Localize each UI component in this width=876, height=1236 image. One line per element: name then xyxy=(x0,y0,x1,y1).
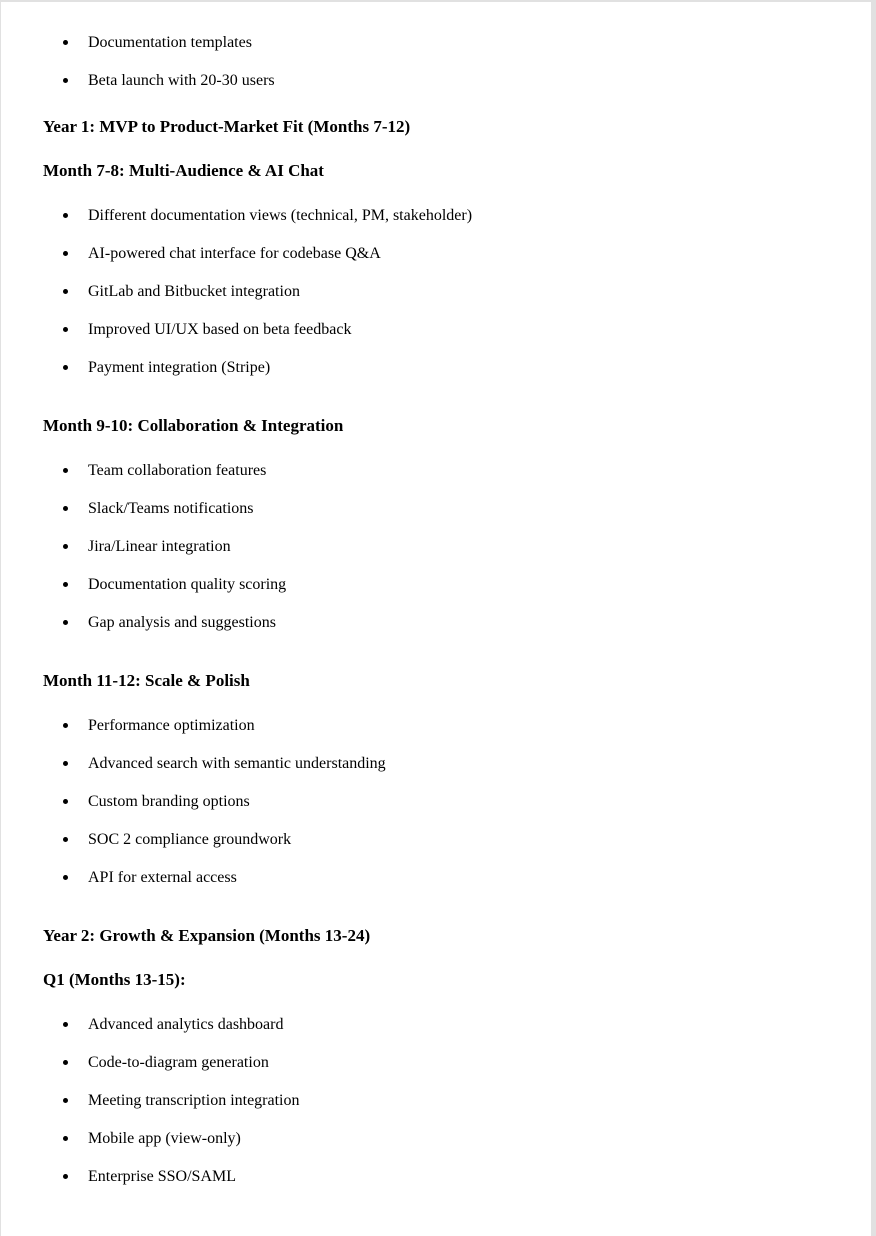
section-heading: Month 7-8: Multi-Audience & AI Chat xyxy=(43,161,324,180)
bullet-icon xyxy=(63,213,68,218)
list-item xyxy=(1,207,871,225)
list-item-text: GitLab and Bitbucket integration xyxy=(88,283,300,300)
section-heading: Q1 (Months 13-15): xyxy=(43,970,186,989)
list-item xyxy=(1,869,871,887)
list-item xyxy=(1,34,871,52)
list-item-text: Jira/Linear integration xyxy=(88,538,231,555)
bullet-icon xyxy=(63,289,68,294)
list-item-text: Beta launch with 20-30 users xyxy=(88,72,275,89)
list-item xyxy=(1,717,871,735)
bullet-icon xyxy=(63,837,68,842)
section-heading: Year 2: Growth & Expansion (Months 13-24) xyxy=(43,926,371,945)
bullet-icon xyxy=(63,875,68,880)
list-item-text: Documentation quality scoring xyxy=(88,576,287,593)
list-item-text: Gap analysis and suggestions xyxy=(88,614,276,631)
list-item-text: Code-to-diagram generation xyxy=(88,1054,269,1071)
list-item xyxy=(1,755,871,773)
list-item-text: Team collaboration features xyxy=(88,462,267,479)
bullet-icon xyxy=(63,78,68,83)
bullet-icon xyxy=(63,582,68,587)
document-page xyxy=(1,2,871,1236)
list-item xyxy=(1,831,871,849)
bullet-icon xyxy=(63,40,68,45)
list-item-text: Payment integration (Stripe) xyxy=(88,359,271,376)
list-item-text: AI-powered chat interface for codebase Q&A xyxy=(88,245,381,262)
bullet-icon xyxy=(63,544,68,549)
bullet-icon xyxy=(63,251,68,256)
bullet-icon xyxy=(63,1136,68,1141)
bullet-icon xyxy=(63,506,68,511)
bullet-icon xyxy=(63,1022,68,1027)
list-item-text: Custom branding options xyxy=(88,793,250,810)
list-item-text: Enterprise SSO/SAML xyxy=(88,1168,236,1185)
list-item xyxy=(1,359,871,377)
list-item-text: Performance optimization xyxy=(88,717,255,734)
bullet-icon xyxy=(63,799,68,804)
list-item-text: Improved UI/UX based on beta feedback xyxy=(88,321,352,338)
section-heading: Month 9-10: Collaboration & Integration xyxy=(43,416,344,435)
section-heading: Year 1: MVP to Product-Market Fit (Months 7-12) xyxy=(43,117,411,136)
list-item xyxy=(1,462,871,480)
bullet-icon xyxy=(63,1060,68,1065)
bullet-icon xyxy=(63,620,68,625)
list-item xyxy=(1,1092,871,1110)
bullet-icon xyxy=(63,761,68,766)
list-item xyxy=(1,614,871,632)
list-item-text: SOC 2 compliance groundwork xyxy=(88,831,292,848)
list-item xyxy=(1,1054,871,1072)
list-item xyxy=(1,576,871,594)
bullet-icon xyxy=(63,1174,68,1179)
list-item-text: Advanced analytics dashboard xyxy=(88,1016,284,1033)
list-item-text: Different documentation views (technical, PM, stakeholder) xyxy=(88,207,473,224)
list-item-text: API for external access xyxy=(88,869,237,886)
list-item xyxy=(1,793,871,811)
list-item xyxy=(1,283,871,301)
list-item xyxy=(1,1130,871,1148)
list-item-text: Documentation templates xyxy=(88,34,252,51)
section-heading: Month 11-12: Scale & Polish xyxy=(43,671,250,690)
bullet-icon xyxy=(63,468,68,473)
list-item xyxy=(1,1168,871,1186)
list-item xyxy=(1,500,871,518)
list-item-text: Advanced search with semantic understanding xyxy=(88,755,386,772)
list-item-text: Slack/Teams notifications xyxy=(88,500,254,517)
bullet-icon xyxy=(63,1098,68,1103)
bullet-icon xyxy=(63,365,68,370)
bullet-icon xyxy=(63,327,68,332)
list-item xyxy=(1,321,871,339)
bullet-icon xyxy=(63,723,68,728)
list-item xyxy=(1,538,871,556)
list-item xyxy=(1,72,871,90)
list-item-text: Meeting transcription integration xyxy=(88,1092,300,1109)
list-item xyxy=(1,1016,871,1034)
list-item-text: Mobile app (view-only) xyxy=(88,1130,241,1147)
list-item xyxy=(1,245,871,263)
